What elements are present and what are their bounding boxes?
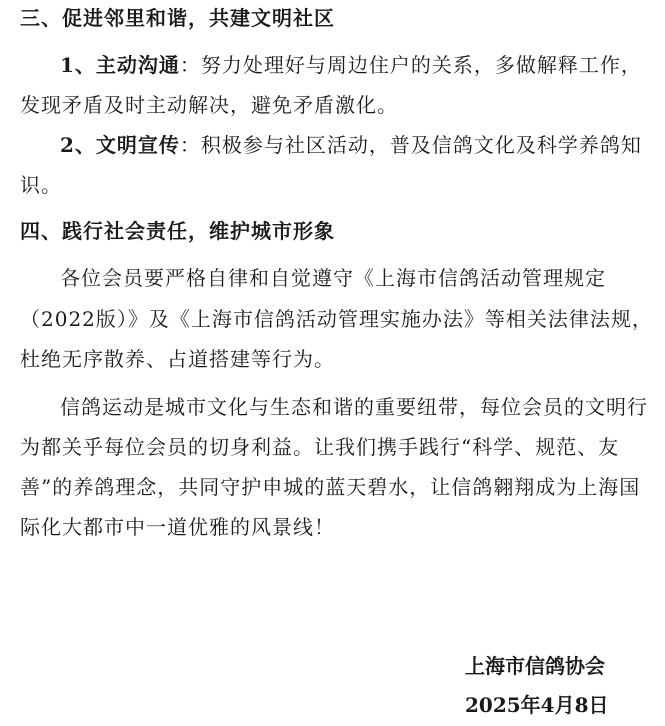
signature-date: 2025年4月8日 [465, 693, 609, 717]
section-3-item-2-line-1 [60, 132, 665, 158]
item-1-label: 主动沟通 [95, 53, 180, 77]
section-3-title: 三、促进邻里和谐，共建文明社区 [20, 6, 335, 30]
section-4-paragraph-2-line-3: 善”的养鸽理念，共同守护申城的蓝天碧水，让信鸽翱翔成为上海国 [20, 475, 641, 499]
item-2-number: 2、 [60, 133, 96, 157]
section-4-paragraph-2-line-1: 信鸽运动是城市文化与生态和谐的重要纽带，每位会员的文明行 [60, 395, 648, 419]
item-2-label: 文明宣传 [95, 133, 180, 157]
section-4-paragraph-2-line-2: 为都关乎每位会员的切身利益。让我们携手践行“科学、规范、友 [20, 435, 620, 459]
section-4-title: 四、践行社会责任，维护城市形象 [20, 219, 335, 243]
section-3-item-1-line-2: 发现矛盾及时主动解决，避免矛盾激化。 [20, 93, 398, 117]
section-4-paragraph-1-line-2: （2022版）》及《上海市信鸽活动管理实施办法》等相关法律法规， [20, 307, 653, 331]
item-1-number: 1、 [60, 53, 96, 77]
signature-organization: 上海市信鸽协会 [465, 654, 605, 678]
section-4-paragraph-1-line-1: 各位会员要严格自律和自觉遵守《上海市信鸽活动管理规定 [60, 266, 606, 290]
item-2-text: ：积极参与社区活动，普及信鸽文化及科学养鸽知 [179, 133, 642, 157]
section-4-paragraph-2-line-4: 际化大都市中一道优雅的风景线！ [20, 515, 335, 539]
section-3-item-1-line-1 [60, 52, 665, 78]
item-1-text: ：努力处理好与周边住户的关系，多做解释工作， [179, 53, 642, 77]
section-3-item-2-line-2: 识。 [20, 173, 62, 197]
section-4-paragraph-1-line-3: 杜绝无序散养、占道搭建等行为。 [20, 347, 335, 371]
